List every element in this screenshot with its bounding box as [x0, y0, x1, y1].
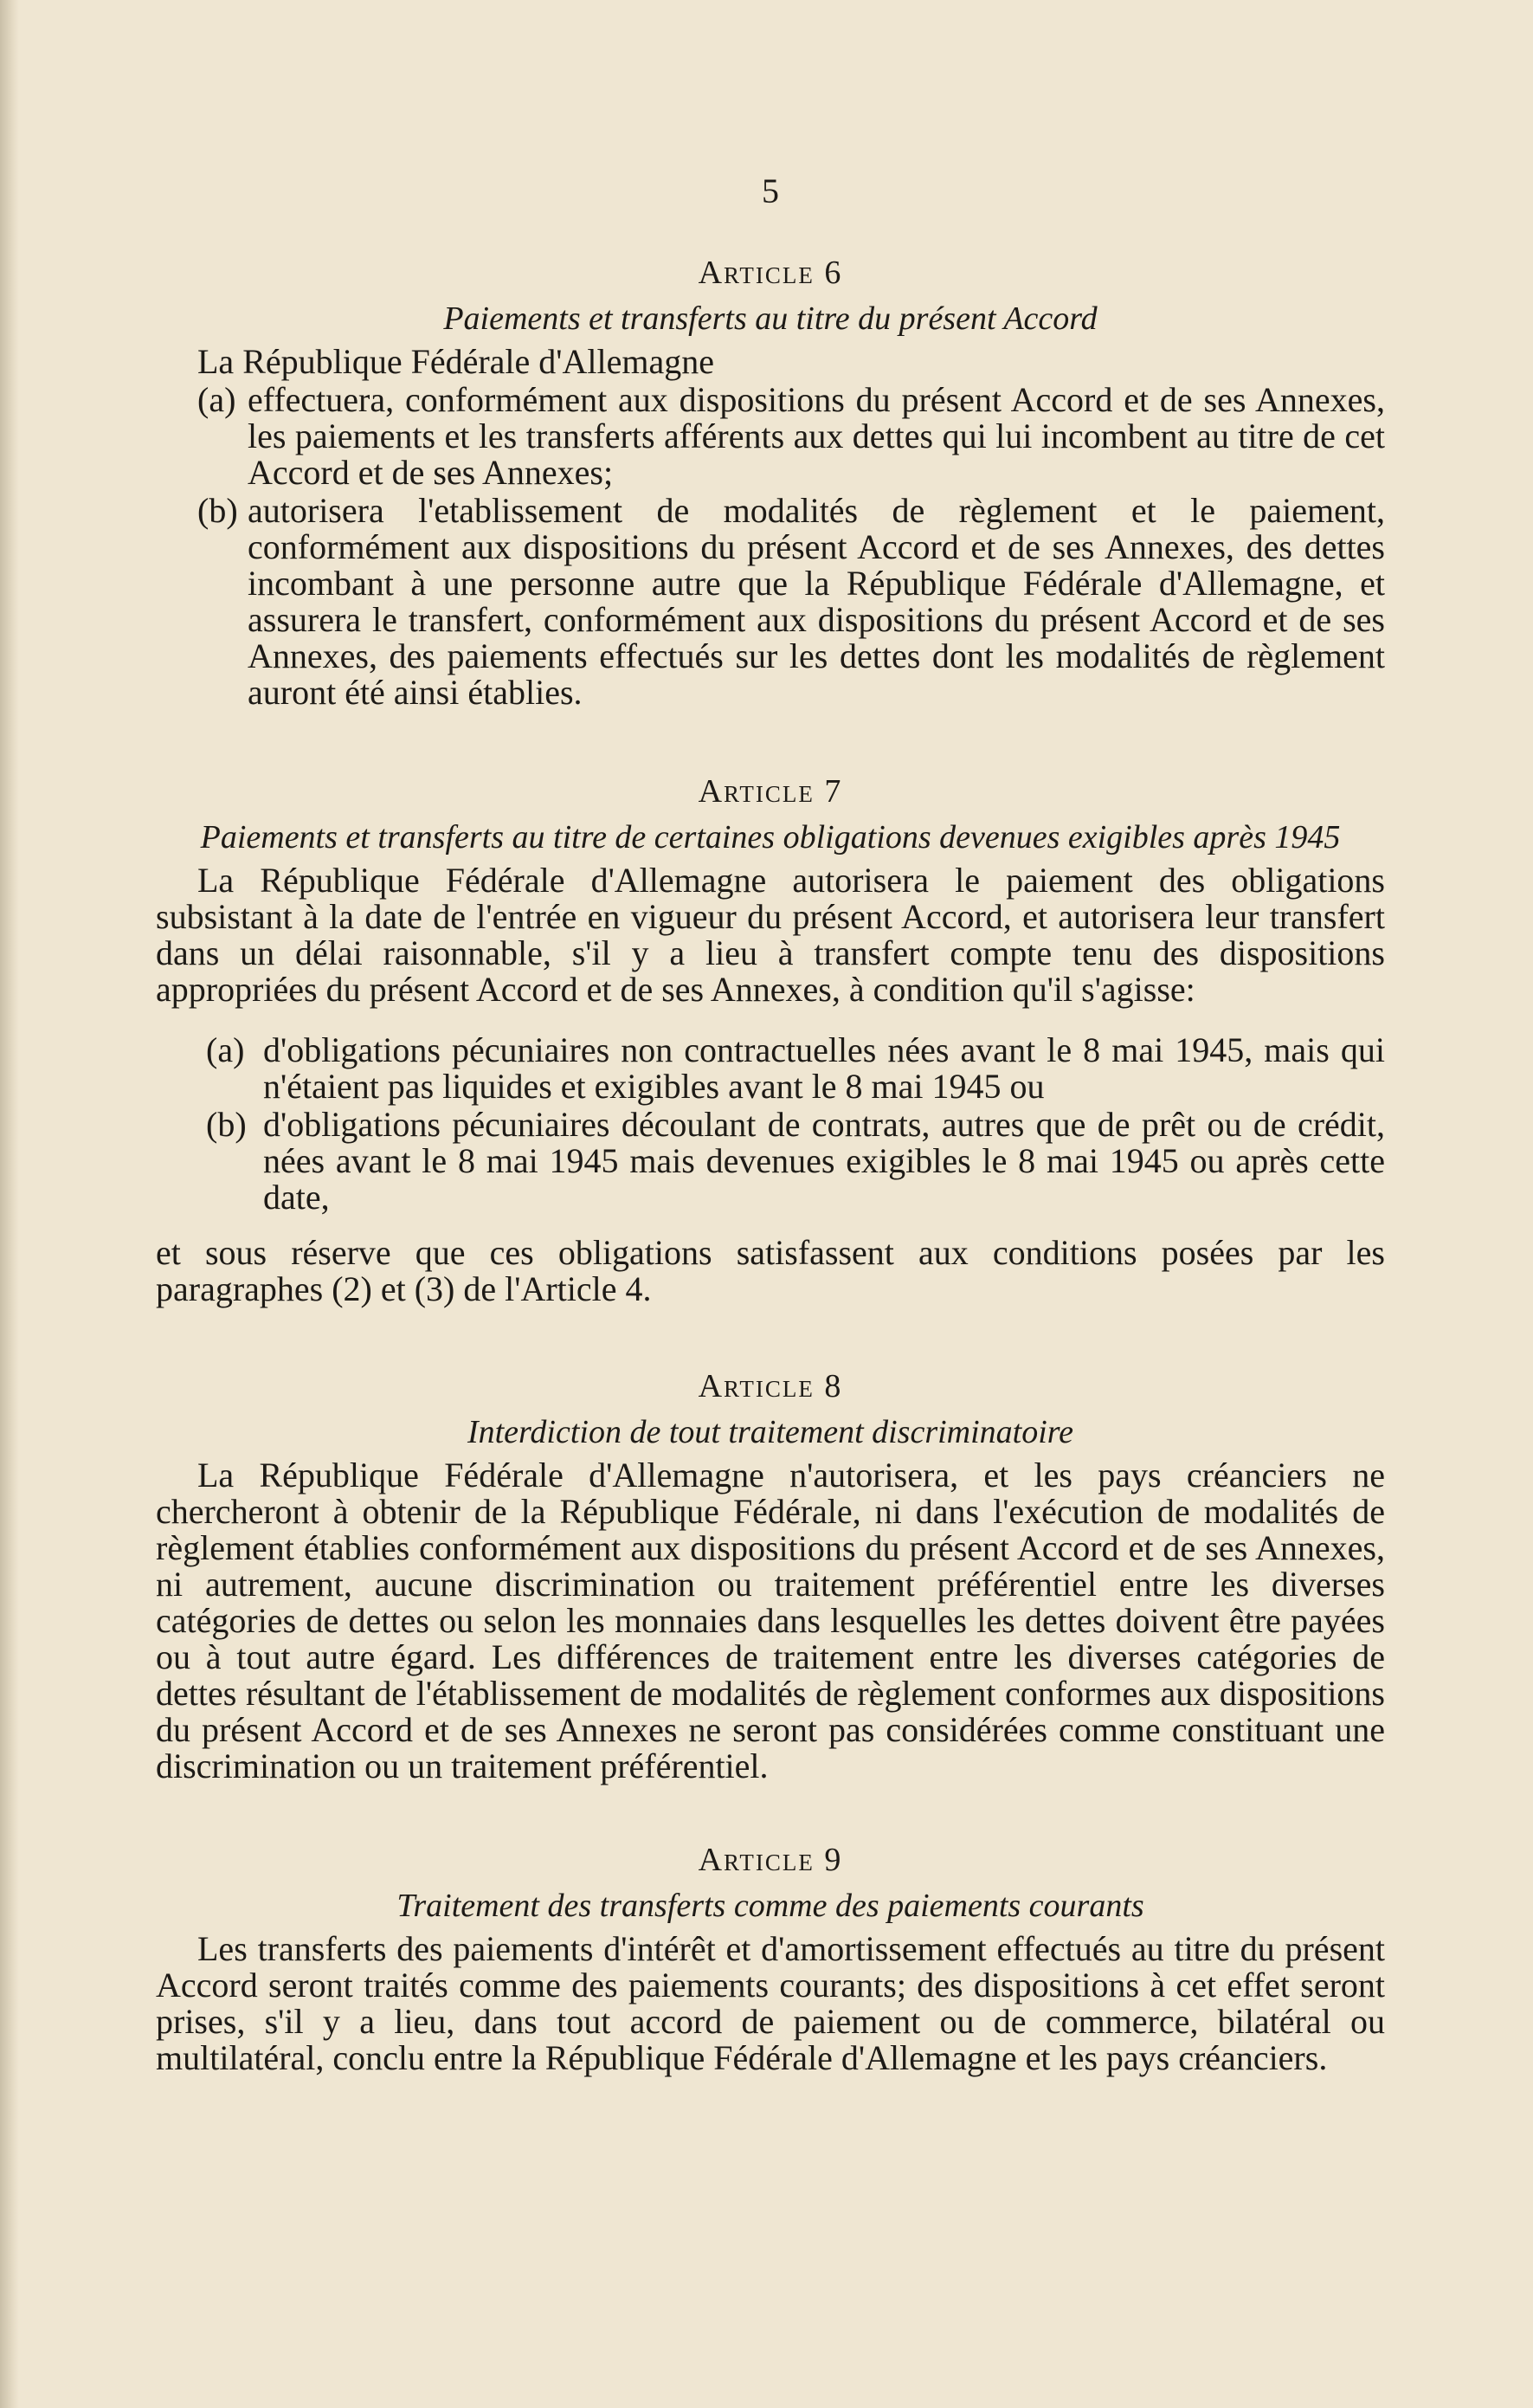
article-9: [156, 1842, 1385, 2076]
article-8-body: La République Fédérale d'Allemagne n'autorisera, et les pays créanciers ne chercheront à obtenir de la République Fédérale, ni dans l'exécution de modalités de règlement établies conformément aux dispositions du présent Accord et de ses Annexes, ni autrement, aucune discrimination ou traitement préférentiel entre les diverses catégories de dettes ou selon les monnaies dans lesquelles les dettes doivent être payées ou à tout autre égard. Les différences de traitement entre les diverses catégories de dettes résultant de l'établissement de modalités de règlement conformes aux dispositions du présent Accord et de ses Annexes ne seront pas considérées comme constituant une discrimination ou un traitement préférentiel.: [156, 1456, 1385, 1785]
article-8-heading: Article 8: [698, 1368, 843, 1404]
article-7: [156, 773, 1385, 1307]
article-7-list: [206, 1032, 1385, 1216]
list-item: [197, 382, 1385, 491]
item-text: effectuera, conformément aux dispositions du présent Accord et de ses Annexes, les paiements et les transferts afférents aux dettes qui lui incombent au titre de cet Accord et de ses Annexes;: [248, 380, 1385, 492]
article-6-list: [197, 382, 1385, 711]
article-7-heading: Article 7: [698, 773, 843, 810]
article-9-body: Les transferts des paiements d'intérêt et d'amortissement effectués au titre du présent Accord seront traités comme des paiements courants; des dispositions à cet effet seront prises, s'il y a lieu, dans tout accord de paiement ou de commerce, bilatéral ou multilatéral, conclu entre la République Fédérale d'Allemagne et les pays créanciers.: [156, 1929, 1385, 2077]
article-6-heading: Article 6: [698, 255, 843, 291]
list-item: [197, 493, 1385, 711]
article-9-title: Traitement des transferts comme des paiements courants: [396, 1888, 1144, 1924]
article-6-intro: La République Fédérale d'Allemagne: [197, 342, 714, 381]
document-page: [156, 173, 1385, 2076]
article-8: [156, 1368, 1385, 1785]
article-9-heading: Article 9: [698, 1842, 843, 1878]
item-label: (b): [206, 1105, 247, 1144]
item-text: d'obligations pécuniaires non contractuelles nées avant le 8 mai 1945, mais qui n'étaient pas liquides et exigibles avant le 8 mai 1945 ou: [263, 1030, 1385, 1106]
page-number: 5: [762, 171, 779, 210]
article-6: [156, 255, 1385, 711]
list-item: [206, 1032, 1385, 1105]
item-text: d'obligations pécuniaires découlant de contrats, autres que de prêt ou de crédit, nées avant le 8 mai 1945 mais devenues exigibles le 8 mai 1945 ou après cette date,: [263, 1105, 1385, 1217]
article-7-title: Paiements et transferts au titre de certaines obligations devenues exigibles après 1945: [200, 819, 1341, 855]
article-8-title: Interdiction de tout traitement discriminatoire: [467, 1414, 1074, 1450]
article-7-closing: et sous réserve que ces obligations satisfassent aux conditions posées par les paragraphes (2) et (3) de l'Article 4.: [156, 1233, 1385, 1308]
item-label: (a): [206, 1030, 245, 1069]
article-7-intro: La République Fédérale d'Allemagne autorisera le paiement des obligations subsistant à la date de l'entrée en vigueur du présent Accord, et autorisera leur transfert dans un délai raisonnable, s'il y a lieu à transfert compte tenu des dispositions appropriées du présent Accord et de ses Annexes, à condition qu'il s'agisse:: [156, 861, 1385, 1009]
item-label: (b): [197, 491, 238, 530]
page-edge-shadow: [0, 0, 19, 2408]
list-item: [206, 1107, 1385, 1216]
article-6-title: Paiements et transferts au titre du présent Accord: [443, 300, 1098, 337]
item-text: autorisera l'etablissement de modalités de règlement et le paiement, conformément aux dispositions du présent Accord et de ses Annexes, des dettes incombant à une personne autre que la République Fédérale d'Allemagne, et assurera le transfert, conformément aux dispositions du présent Accord et de ses Annexes, des paiements effectués sur les dettes dont les modalités de règlement auront été ainsi établies.: [248, 491, 1385, 712]
item-label: (a): [197, 380, 236, 419]
